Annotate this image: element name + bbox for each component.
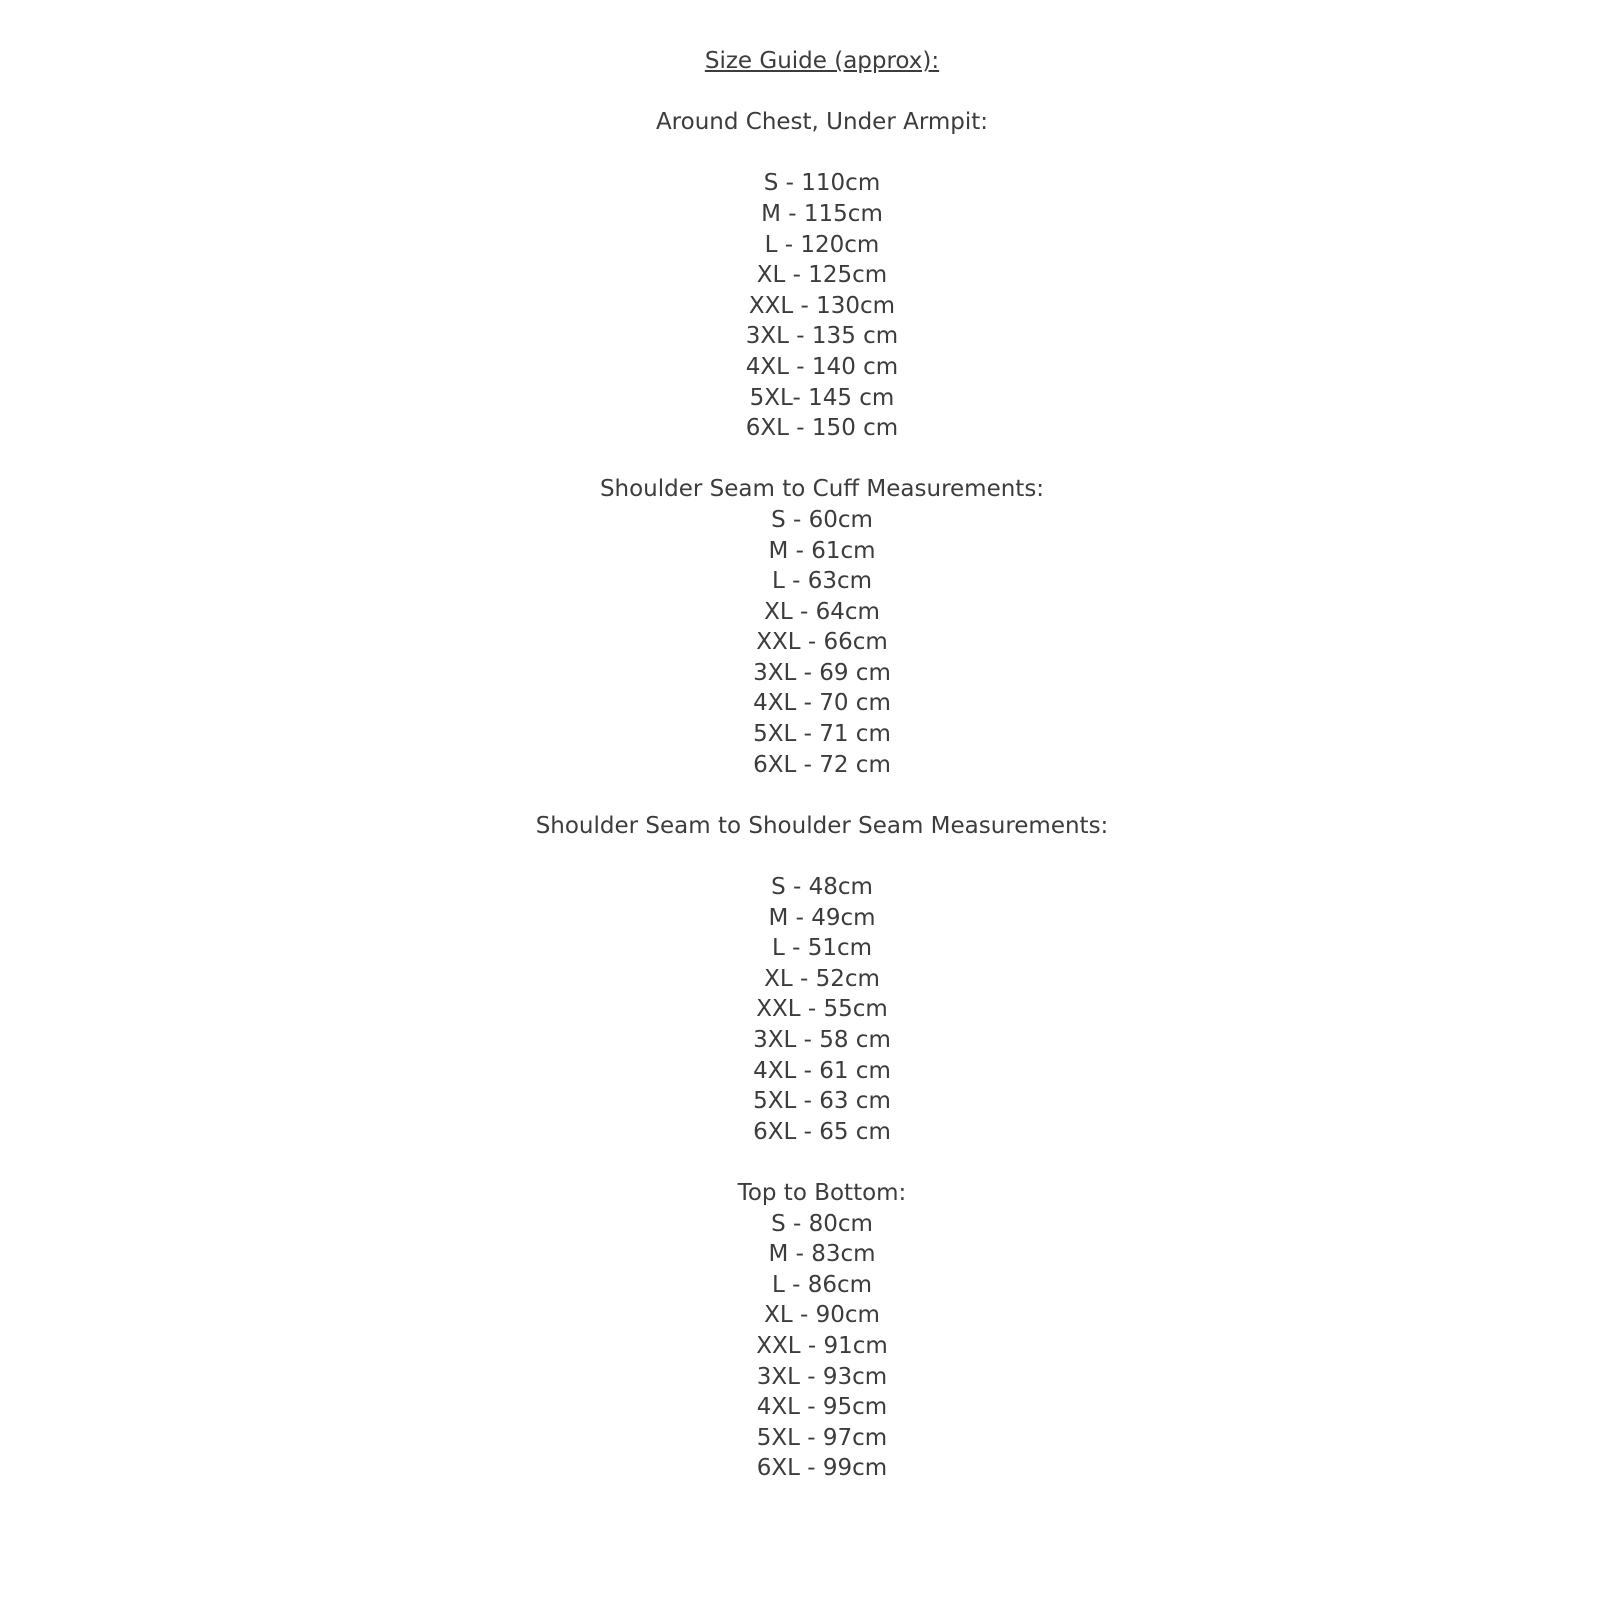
blank-line xyxy=(22,444,1600,475)
size-item: L - 63cm xyxy=(771,568,873,595)
size-item: L - 120cm xyxy=(764,231,880,258)
size-item: 6XL - 99cm xyxy=(756,1455,888,1482)
section-shoulder-to-shoulder xyxy=(22,811,1600,1148)
size-item: 6XL - 72 cm xyxy=(753,751,891,778)
blank-line xyxy=(22,841,1600,872)
size-item: 4XL - 61 cm xyxy=(753,1057,891,1084)
size-item: S - 110cm xyxy=(763,170,881,197)
size-item: 3XL - 93cm xyxy=(756,1363,888,1390)
size-item: 4XL - 70 cm xyxy=(753,690,891,717)
size-item: M - 61cm xyxy=(768,537,876,564)
size-item: S - 48cm xyxy=(771,874,873,901)
size-item: M - 49cm xyxy=(768,904,876,931)
size-item: 5XL - 71 cm xyxy=(753,721,891,748)
size-item: 6XL - 150 cm xyxy=(745,415,899,442)
size-item: L - 51cm xyxy=(771,935,873,962)
size-item: XL - 90cm xyxy=(764,1302,880,1329)
size-item: XL - 52cm xyxy=(764,965,880,992)
size-item: 5XL - 97cm xyxy=(756,1424,888,1451)
section-heading: Shoulder Seam to Shoulder Seam Measurements: xyxy=(535,812,1109,839)
section-heading: Shoulder Seam to Cuff Measurements: xyxy=(599,476,1045,503)
section-heading: Around Chest, Under Armpit: xyxy=(655,109,989,136)
size-item: XL - 64cm xyxy=(764,598,880,625)
blank-line xyxy=(22,1147,1600,1178)
blank-line xyxy=(22,780,1600,811)
section-heading: Top to Bottom: xyxy=(737,1179,907,1206)
size-item: 5XL - 63 cm xyxy=(753,1088,891,1115)
blank-line xyxy=(22,77,1600,108)
size-item: XXL - 66cm xyxy=(756,629,888,656)
section-top-to-bottom xyxy=(22,1178,1600,1484)
page-title: Size Guide (approx): xyxy=(704,48,940,74)
size-item: 4XL - 95cm xyxy=(756,1394,888,1421)
size-item: L - 86cm xyxy=(771,1271,873,1298)
size-guide-document xyxy=(22,0,1600,1484)
size-item: 3XL - 69 cm xyxy=(753,659,891,686)
size-item: 3XL - 135 cm xyxy=(745,323,899,350)
size-item: S - 80cm xyxy=(771,1210,873,1237)
size-item: XXL - 55cm xyxy=(756,996,888,1023)
size-item: XXL - 91cm xyxy=(756,1332,888,1359)
size-item: M - 83cm xyxy=(768,1241,876,1268)
size-item: XXL - 130cm xyxy=(748,292,896,319)
size-item: 6XL - 65 cm xyxy=(753,1118,891,1145)
size-item: S - 60cm xyxy=(771,506,873,533)
size-item: M - 115cm xyxy=(761,200,883,227)
size-item: XL - 125cm xyxy=(756,262,888,289)
section-around-chest xyxy=(22,107,1600,444)
size-item: 5XL- 145 cm xyxy=(749,384,895,411)
size-item: 4XL - 140 cm xyxy=(745,353,899,380)
section-shoulder-to-cuff xyxy=(22,474,1600,780)
size-item: 3XL - 58 cm xyxy=(753,1027,891,1053)
blank-line xyxy=(22,138,1600,169)
